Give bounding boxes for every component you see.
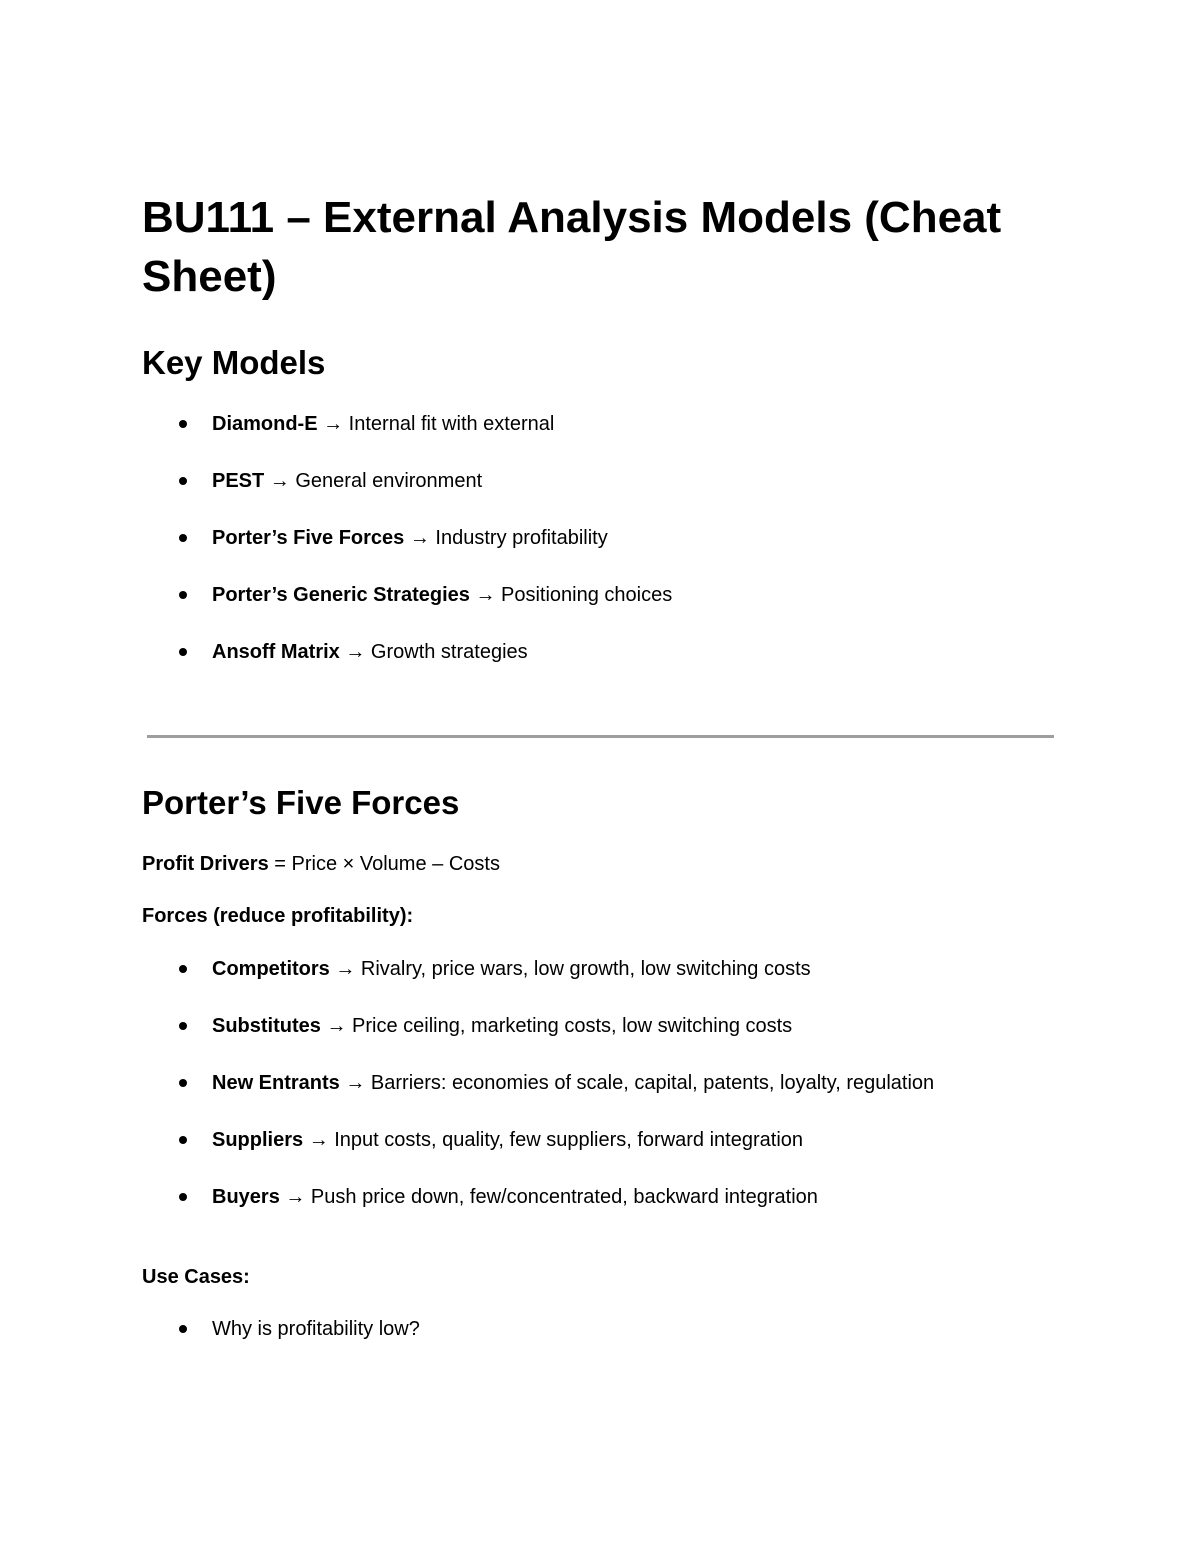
bullet-icon	[179, 534, 187, 542]
bullet-icon	[179, 1079, 187, 1087]
model-description: → Internal fit with external	[317, 413, 555, 435]
list-item	[142, 1126, 1058, 1183]
five-forces-heading: Porter’s Five Forces	[142, 784, 460, 821]
bullet-icon	[179, 477, 187, 485]
model-description: → Industry profitability	[404, 527, 608, 549]
model-description: → General environment	[264, 470, 483, 492]
list-item	[142, 1315, 1058, 1372]
use-cases-label: Use Cases:	[142, 1266, 250, 1288]
list-item	[142, 581, 1058, 638]
profit-drivers-formula: = Price × Volume – Costs	[268, 853, 500, 875]
bullet-icon	[179, 1136, 187, 1144]
model-term: PEST	[212, 470, 265, 492]
model-term: Porter’s Generic Strategies	[212, 584, 470, 606]
use-case-text: Why is profitability low?	[212, 1318, 420, 1340]
bullet-icon	[179, 1193, 187, 1201]
list-item	[142, 955, 1058, 1012]
forces-label: Forces (reduce profitability):	[142, 905, 414, 927]
model-term: Diamond-E	[212, 413, 318, 435]
force-term: Suppliers	[212, 1129, 304, 1151]
profit-drivers-term: Profit Drivers	[142, 853, 269, 875]
forces-list	[142, 955, 1058, 1240]
list-item	[142, 638, 1058, 695]
list-item	[142, 1012, 1058, 1069]
model-term: Ansoff Matrix	[212, 641, 340, 663]
force-description: → Barriers: economies of scale, capital, patents, loyalty, regulation	[339, 1072, 935, 1094]
document-title: BU111 – External Analysis Models (Cheat Sheet)	[142, 193, 1002, 301]
document-page	[142, 0, 1058, 1553]
key-models-list	[142, 410, 1058, 695]
force-description: → Input costs, quality, few suppliers, forward integration	[303, 1129, 804, 1151]
bullet-icon	[179, 591, 187, 599]
profit-drivers-line	[142, 850, 500, 878]
key-models-heading: Key Models	[142, 344, 326, 381]
list-item	[142, 1069, 1058, 1126]
force-description: → Push price down, few/concentrated, backward integration	[279, 1186, 818, 1208]
list-item	[142, 1183, 1058, 1240]
force-term: Buyers	[212, 1186, 280, 1208]
list-item	[142, 467, 1058, 524]
list-item	[142, 524, 1058, 581]
model-term: Porter’s Five Forces	[212, 527, 405, 549]
force-term: Substitutes	[212, 1015, 321, 1037]
model-description: → Positioning choices	[469, 584, 673, 606]
force-term: Competitors	[212, 958, 330, 980]
bullet-icon	[179, 420, 187, 428]
bullet-icon	[179, 1325, 187, 1333]
bullet-icon	[179, 1022, 187, 1030]
model-description: → Growth strategies	[339, 641, 528, 663]
force-term: New Entrants	[212, 1072, 340, 1094]
use-cases-list	[142, 1315, 1058, 1372]
force-description: → Rivalry, price wars, low growth, low switching costs	[329, 958, 811, 980]
bullet-icon	[179, 965, 187, 973]
list-item	[142, 410, 1058, 467]
bullet-icon	[179, 648, 187, 656]
horizontal-divider	[147, 735, 1054, 738]
force-description: → Price ceiling, marketing costs, low switching costs	[320, 1015, 793, 1037]
